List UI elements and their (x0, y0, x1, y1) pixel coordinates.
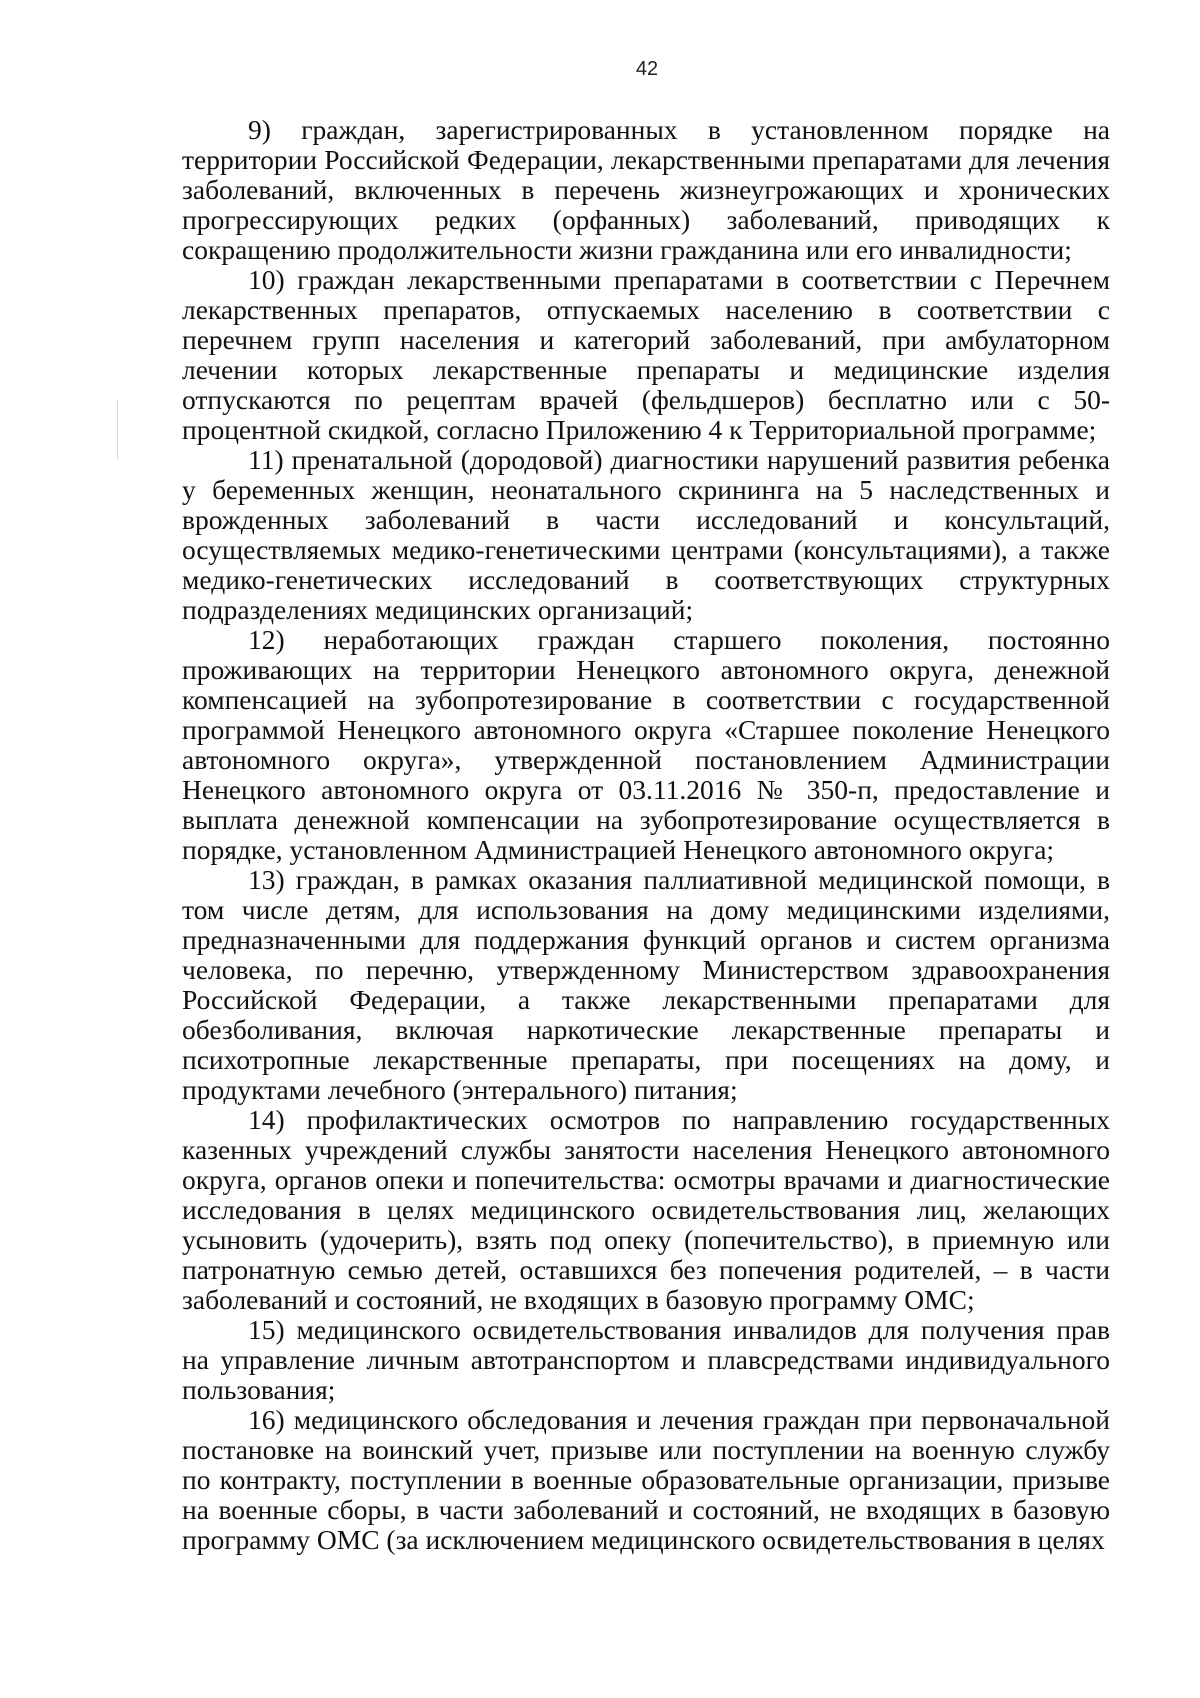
paragraph-item-11: 11) пренатальной (дородовой) диагностики нарушений развития ребенка у беременных женщин, неонатального скрининга на 5 наследственных и врожденных заболеваний в части исследований и консультаций, осуществляемых медико-генетическими центрами (консультациями), а также медико-генетических исследований в соответствующих структурных подразделениях медицинских организаций; (182, 444, 1110, 625)
paragraph-item-9: 9) граждан, зарегистрированных в установленном порядке на территории Российской Федерации, лекарственными препаратами для лечения заболеваний, включенных в перечень жизнеугрожающих и хронических прогрессирующих редких (орфанных) заболеваний, приводящих к сокращению продолжительности жизни гражданина или его инвалидности; (182, 114, 1110, 265)
paragraph-item-13: 13) граждан, в рамках оказания паллиативной медицинской помощи, в том числе детям, для использования на дому медицинскими изделиями, предназначенными для поддержания функций органов и систем организма человека, по перечню, утвержденному Министерством здравоохранения Российской Федерации, а также лекарственными препаратами для обезболивания, включая наркотические лекарственные препараты и психотропные лекарственные препараты, при посещениях на дому, и продуктами лечебного (энтерального) питания; (182, 864, 1110, 1105)
paragraph-item-14: 14) профилактических осмотров по направлению государственных казенных учреждений службы занятости населения Ненецкого автономного округа, органов опеки и попечительства: осмотры врачами и диагностические исследования в целях медицинского освидетельствования лиц, желающих усыновить (удочерить), взять под опеку (попечительство), в приемную или патронатную семью детей, оставшихся без попечения родителей, – в части заболеваний и состояний, не входящих в базовую программу ОМС; (182, 1104, 1110, 1315)
paragraph-item-15: 15) медицинского освидетельствования инвалидов для получения прав на управление личным автотранспортом и плавсредствами индивидуального пользования; (182, 1314, 1110, 1405)
page-number: 42 (635, 58, 659, 80)
paragraph-item-10: 10) граждан лекарственными препаратами в соответствии с Перечнем лекарственных препаратов, отпускаемых населению в соответствии с перечнем групп населения и категорий заболеваний, при амбулаторном лечении которых лекарственные препараты и медицинские изделия отпускаются по рецептам врачей (фельдшеров) бесплатно или с 50-процентной скидкой, согласно Приложению 4 к Территориальной программе; (182, 264, 1110, 445)
paragraph-item-16: 16) медицинского обследования и лечения граждан при первоначальной постановке на воинский учет, призыве или поступлении на военную службу по контракту, поступлении в военные образовательные организации, призыве на военные сборы, в части заболеваний и состояний, не входящих в базовую программу ОМС (за исключением медицинского освидетельствования в целях (182, 1404, 1110, 1555)
document-body (182, 115, 1110, 1555)
scan-margin-mark (117, 400, 118, 460)
paragraph-item-12: 12) неработающих граждан старшего поколения, постоянно проживающих на территории Ненецкого автономного округа, денежной компенсацией на зубопротезирование в соответствии с государственной программой Ненецкого автономного округа «Старшее поколение Ненецкого автономного округа», утвержденной постановлением Администрации Ненецкого автономного округа от 03.11.2016 № 350-п, предоставление и выплата денежной компенсации на зубопротезирование осуществляется в порядке, установленном Администрацией Ненецкого автономного округа; (182, 624, 1110, 865)
